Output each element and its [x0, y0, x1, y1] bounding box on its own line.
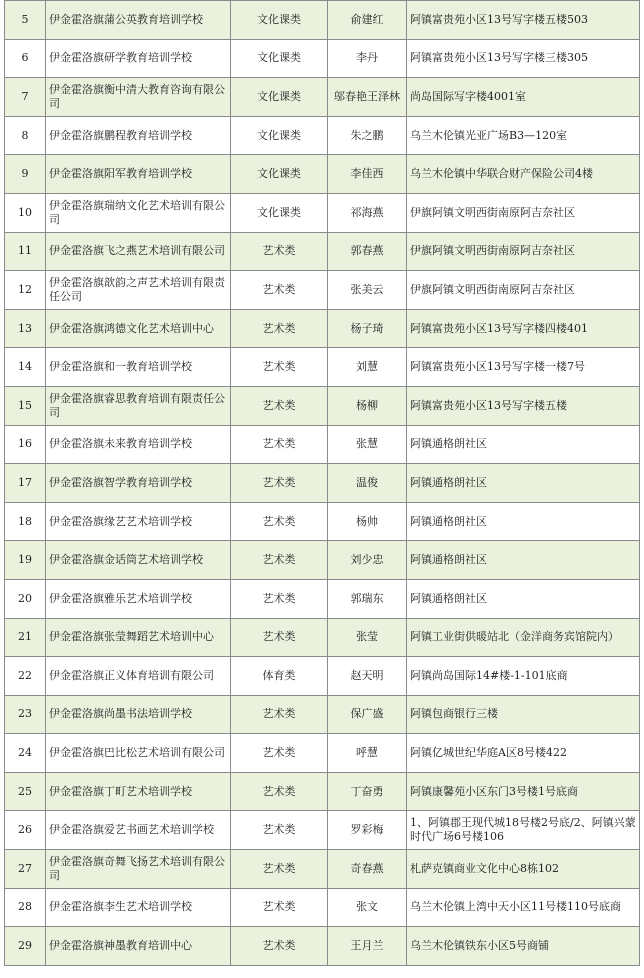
institution-name: 伊金霍洛旗缘艺艺术培训学校 — [46, 502, 231, 541]
course-category: 艺术类 — [231, 811, 328, 850]
institution-name: 伊金霍洛旗蒲公英教育培训学校 — [46, 1, 231, 40]
person-in-charge: 郭春燕 — [328, 232, 407, 271]
table-row — [5, 850, 640, 889]
course-category: 文化课类 — [231, 78, 328, 117]
person-in-charge: 张慧 — [328, 425, 407, 464]
course-category: 艺术类 — [231, 618, 328, 657]
row-number: 8 — [5, 116, 46, 155]
institution-name: 伊金霍洛旗正义体育培训有限公司 — [46, 657, 231, 696]
course-category: 文化课类 — [231, 116, 328, 155]
row-number: 21 — [5, 618, 46, 657]
row-number: 13 — [5, 309, 46, 348]
row-number: 28 — [5, 888, 46, 927]
institution-name: 伊金霍洛旗神墨教育培训中心 — [46, 927, 231, 966]
row-number: 27 — [5, 850, 46, 889]
row-number: 23 — [5, 695, 46, 734]
institution-name: 伊金霍洛旗智学教育培训学校 — [46, 464, 231, 503]
institution-address: 阿镇通格朗社区 — [407, 464, 640, 503]
row-number: 7 — [5, 78, 46, 117]
institution-name: 伊金霍洛旗鸿德文化艺术培训中心 — [46, 309, 231, 348]
table-row — [5, 618, 640, 657]
person-in-charge: 郭瑞东 — [328, 579, 407, 618]
institution-name: 伊金霍洛旗张莹舞蹈艺术培训中心 — [46, 618, 231, 657]
institution-address: 阿镇富贵苑小区13号写字楼三楼305 — [407, 39, 640, 78]
person-in-charge: 温俊 — [328, 464, 407, 503]
person-in-charge: 张文 — [328, 888, 407, 927]
person-in-charge: 邬春艳王泽林 — [328, 78, 407, 117]
institution-address: 尚岛国际写字楼4001室 — [407, 78, 640, 117]
person-in-charge: 刘慧 — [328, 348, 407, 387]
course-category: 艺术类 — [231, 309, 328, 348]
course-category: 文化课类 — [231, 39, 328, 78]
institution-address: 乌兰木伦镇铁东小区5号商铺 — [407, 927, 640, 966]
table-row — [5, 116, 640, 155]
row-number: 11 — [5, 232, 46, 271]
institution-address: 1、阿镇郡王现代城18号楼2号底/2、阿镇兴蒙时代广场6号楼106 — [407, 811, 640, 850]
person-in-charge: 奇春燕 — [328, 850, 407, 889]
row-number: 16 — [5, 425, 46, 464]
institution-name: 伊金霍洛旗李生艺术培训学校 — [46, 888, 231, 927]
person-in-charge: 祁海燕 — [328, 193, 407, 232]
institution-address: 伊旗阿镇文明西街南原阿吉奈社区 — [407, 232, 640, 271]
person-in-charge: 杨帅 — [328, 502, 407, 541]
table-row — [5, 386, 640, 425]
institution-name: 伊金霍洛旗巴比松艺术培训有限公司 — [46, 734, 231, 773]
institution-name: 伊金霍洛旗飞之燕艺术培训有限公司 — [46, 232, 231, 271]
institution-address: 阿镇富贵苑小区13号写字楼四楼401 — [407, 309, 640, 348]
table-row — [5, 657, 640, 696]
course-category: 体育类 — [231, 657, 328, 696]
institution-address: 阿镇通格朗社区 — [407, 579, 640, 618]
course-category: 艺术类 — [231, 772, 328, 811]
table-row — [5, 425, 640, 464]
institution-name: 伊金霍洛旗睿思教育培训有限责任公司 — [46, 386, 231, 425]
table-row — [5, 502, 640, 541]
table-row — [5, 348, 640, 387]
person-in-charge: 赵天明 — [328, 657, 407, 696]
institution-address: 阿镇工业街供暖站北（金洋商务宾馆院内） — [407, 618, 640, 657]
row-number: 6 — [5, 39, 46, 78]
person-in-charge: 罗彩梅 — [328, 811, 407, 850]
institution-name: 伊金霍洛旗尚墨书法培训学校 — [46, 695, 231, 734]
table-row — [5, 309, 640, 348]
table-row — [5, 541, 640, 580]
person-in-charge: 张美云 — [328, 271, 407, 310]
course-category: 文化课类 — [231, 1, 328, 40]
institution-name: 伊金霍洛旗瑞纳文化艺术培训有限公司 — [46, 193, 231, 232]
institution-address: 阿镇富贵苑小区13号写字楼五楼503 — [407, 1, 640, 40]
institution-name: 伊金霍洛旗未来教育培训学校 — [46, 425, 231, 464]
row-number: 10 — [5, 193, 46, 232]
institution-address: 乌兰木伦镇中华联合财产保险公司4楼 — [407, 155, 640, 194]
institution-address: 阿镇康馨苑小区东门3号楼1号底商 — [407, 772, 640, 811]
table-row — [5, 193, 640, 232]
institution-address: 札萨克镇商业文化中心8栋102 — [407, 850, 640, 889]
institution-name: 伊金霍洛旗歆韵之声艺术培训有限责任公司 — [46, 271, 231, 310]
course-category: 文化课类 — [231, 193, 328, 232]
school-roster-table — [4, 0, 640, 966]
table-row — [5, 271, 640, 310]
institution-name: 伊金霍洛旗衡中清大教育咨询有限公司 — [46, 78, 231, 117]
institution-name: 伊金霍洛旗研学教育培训学校 — [46, 39, 231, 78]
row-number: 12 — [5, 271, 46, 310]
row-number: 9 — [5, 155, 46, 194]
person-in-charge: 俞建红 — [328, 1, 407, 40]
row-number: 26 — [5, 811, 46, 850]
institution-address: 乌兰木伦镇上湾中天小区11号楼110号底商 — [407, 888, 640, 927]
person-in-charge: 丁奋勇 — [328, 772, 407, 811]
course-category: 艺术类 — [231, 348, 328, 387]
table-row — [5, 734, 640, 773]
table-row — [5, 155, 640, 194]
institution-address: 阿镇富贵苑小区13号写字楼一楼7号 — [407, 348, 640, 387]
institution-address: 阿镇尚岛国际14#楼-1-101底商 — [407, 657, 640, 696]
table-row — [5, 888, 640, 927]
table-row — [5, 78, 640, 117]
institution-address: 阿镇通格朗社区 — [407, 502, 640, 541]
row-number: 22 — [5, 657, 46, 696]
person-in-charge: 朱之鹏 — [328, 116, 407, 155]
course-category: 艺术类 — [231, 579, 328, 618]
course-category: 文化课类 — [231, 155, 328, 194]
table-row — [5, 811, 640, 850]
row-number: 18 — [5, 502, 46, 541]
table-row — [5, 1, 640, 40]
row-number: 5 — [5, 1, 46, 40]
row-number: 24 — [5, 734, 46, 773]
table-body — [5, 1, 640, 966]
table-row — [5, 772, 640, 811]
row-number: 20 — [5, 579, 46, 618]
person-in-charge: 张莹 — [328, 618, 407, 657]
row-number: 17 — [5, 464, 46, 503]
person-in-charge: 王月兰 — [328, 927, 407, 966]
course-category: 艺术类 — [231, 232, 328, 271]
row-number: 29 — [5, 927, 46, 966]
institution-address: 阿镇亿城世纪华庭A区8号楼422 — [407, 734, 640, 773]
institution-name: 伊金霍洛旗鹏程教育培训学校 — [46, 116, 231, 155]
institution-name: 伊金霍洛旗雅乐艺术培训学校 — [46, 579, 231, 618]
institution-address: 乌兰木伦镇光亚广场B3—120室 — [407, 116, 640, 155]
table-row — [5, 927, 640, 966]
course-category: 艺术类 — [231, 464, 328, 503]
institution-name: 伊金霍洛旗阳军教育培训学校 — [46, 155, 231, 194]
institution-address: 阿镇富贵苑小区13号写字楼五楼 — [407, 386, 640, 425]
institution-name: 伊金霍洛旗丁町艺术培训学校 — [46, 772, 231, 811]
row-number: 15 — [5, 386, 46, 425]
person-in-charge: 李佳西 — [328, 155, 407, 194]
table-row — [5, 39, 640, 78]
institution-name: 伊金霍洛旗金话筒艺术培训学校 — [46, 541, 231, 580]
person-in-charge: 杨柳 — [328, 386, 407, 425]
course-category: 艺术类 — [231, 271, 328, 310]
person-in-charge: 保广盛 — [328, 695, 407, 734]
institution-name: 伊金霍洛旗爱艺书画艺术培训学校 — [46, 811, 231, 850]
course-category: 艺术类 — [231, 888, 328, 927]
institution-address: 阿镇通格朗社区 — [407, 541, 640, 580]
institution-address: 阿镇包商银行三楼 — [407, 695, 640, 734]
course-category: 艺术类 — [231, 386, 328, 425]
course-category: 艺术类 — [231, 502, 328, 541]
course-category: 艺术类 — [231, 734, 328, 773]
course-category: 艺术类 — [231, 695, 328, 734]
course-category: 艺术类 — [231, 541, 328, 580]
institution-address: 阿镇通格朗社区 — [407, 425, 640, 464]
row-number: 14 — [5, 348, 46, 387]
row-number: 19 — [5, 541, 46, 580]
table-row — [5, 579, 640, 618]
institution-address: 伊旗阿镇文明西街南原阿吉奈社区 — [407, 271, 640, 310]
institution-address: 伊旗阿镇文明西街南原阿吉奈社区 — [407, 193, 640, 232]
course-category: 艺术类 — [231, 850, 328, 889]
person-in-charge: 呼慧 — [328, 734, 407, 773]
course-category: 艺术类 — [231, 425, 328, 464]
table-row — [5, 232, 640, 271]
person-in-charge: 刘少忠 — [328, 541, 407, 580]
table-row — [5, 695, 640, 734]
person-in-charge: 杨子琦 — [328, 309, 407, 348]
person-in-charge: 李丹 — [328, 39, 407, 78]
table-row — [5, 464, 640, 503]
course-category: 艺术类 — [231, 927, 328, 966]
institution-name: 伊金霍洛旗和一教育培训学校 — [46, 348, 231, 387]
row-number: 25 — [5, 772, 46, 811]
institution-name: 伊金霍洛旗奇舞飞扬艺术培训有限公司 — [46, 850, 231, 889]
